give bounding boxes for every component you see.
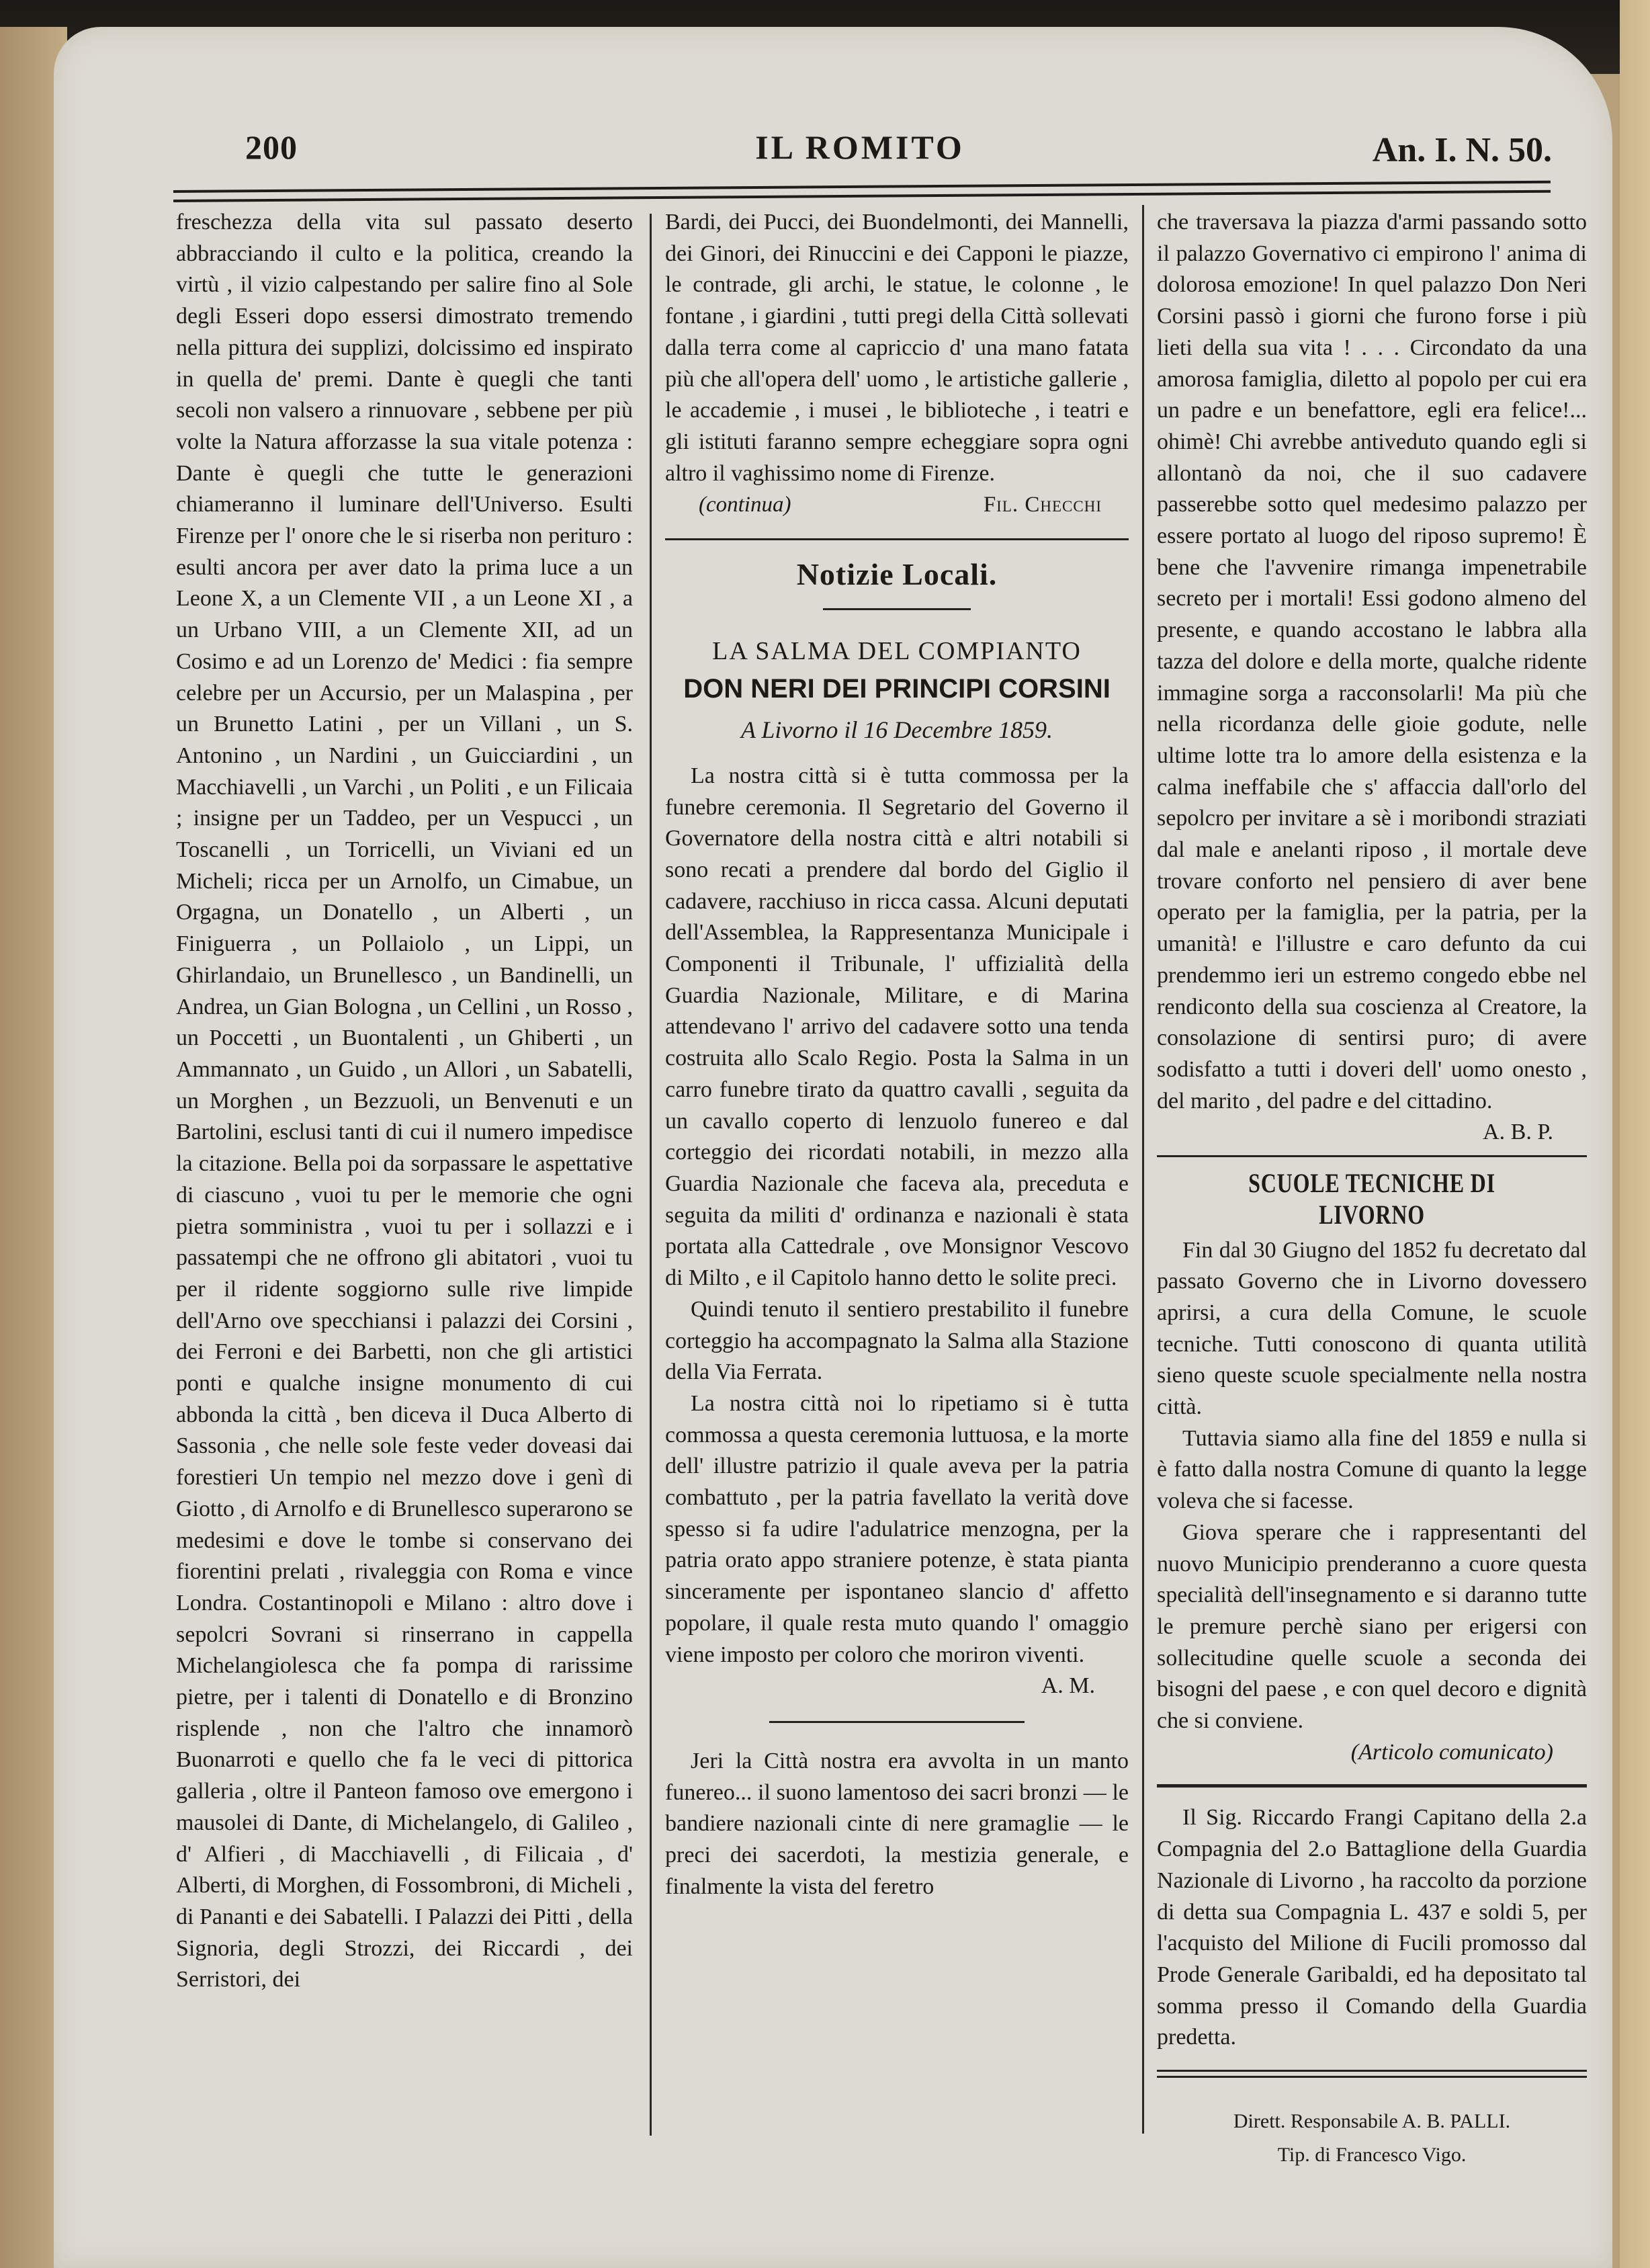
article-divider bbox=[1157, 1155, 1587, 1157]
headline-line-1: LA SALMA DEL COMPIANTO bbox=[712, 636, 1082, 665]
article-continuation-text: freschezza della vita sul passato deserto abbracciando il culto e la politica, creando la virtù , il vizio calpestando per salire fino al Sole degli Esseri dopo essersi dimostrato tremendo nella pittura dei supplizi, dolcissimo ed inspirato in quella de' premi. Dante è quegli che tanti secoli non valsero a rinnuovare , sebbene per più volte la Natura afforzasse la sua vitale potenza : Dante è quegli che tutte le generazioni chiameranno il luminare dell'Universo. Esulti Firenze per l' onore che le si riserba non perituro : esulti ancora per aver dato la prima luce a un Leone X, a un Clemente VII , a un Leone XI , a un Urbano VIII, a un Clemente XII, ad un Cosimo e ad un Lorenzo de' Medici : fia sempre celebre per un Accursio, per un Malaspina , per un Brunetto Latini , per un Villani , un S. Antonino , un Nardini , un Guicciardini , un Macchiavelli , un Varchi , un Politi , e un Filicaia ; insigne per un Taddeo, per un Vespucci , un Toscanelli , un Torricelli, un Viviani ed un Micheli; ricca per un Arnolfo, un Cimabue, un Orgagna, un Donatello , un Alberti , un Finiguerra , un Pollaiolo , un Lippi, un Ghirlandaio, un Brunellesco , un Bandinelli, un Andrea, un Gian Bologna , un Cellini , un Rosso , un Poccetti , un Buontalenti , un Ghiberti , un Ammannato , un Guido , un Allori , un Sabatelli, un Morghen , un Bezzuoli, un Benvenuti e un Bartolini, esclusi tanti di cui il numero impedisce la citazione. Bella poi da sorpassare le aspettative di ciascuno , vuoi tu per le memorie che ogni pietra somministra , vuoi tu per i sollazzi e i passatempi che ne offrono gli abitatori , vuoi tu per il ridente soggiorno sulle rive limpide dell'Arno ove specchiansi i palazzi dei Corsini , dei Ferroni e dei Barbetti, non che gli artistici ponti e qualche insigne monumento di cui abbonda la città , ben diceva il Duca Alberto di Sassonia , che nelle sole feste veder doveasi dai forestieri Un tempio nel mezzo dove i genì di Giotto , di Arnolfo e di Brunellesco superarono se medesimi e dove le tombe si conservano dei fiorentini prelati , rivaleggia con Roma e vince Londra. Costantinopoli e Milano : altro dove i sepolcri Sovrani si rinserrano in cappella Michelangiolesca che fa pompa di rarissime pietre, per i talenti di Donatello e di Bronzino risplende , non che l'altro che innamorò Buonarroti e quello che fa le veci di pittorica galleria , oltre il Panteon famoso ove emergono i mausolei di Dante, di Michelangelo, di Galileo , d' Alfieri , di Macchiavelli , di Filicaia , d' Alberti, di Morghen, di Fossombroni, di Micheli , di Pananti e dei Sabatelli. I Palazzi dei Pitti , della Signoria, degli Strozzi, dei Riccardi , dei Serristori, dei bbox=[176, 210, 633, 1992]
title-underline bbox=[823, 608, 971, 610]
article-paragraph: Giova sperare che i rappresentanti del nuovo Municipio prenderanno a cuore questa specialità dell'insegnamento e si daranno tutte le premure perchè siano per erigersi con sollecitudine quelle scuole a seconda dei bisogni del paese , e con quel decoro e dignità che si conviene. bbox=[1157, 1519, 1587, 1734]
article-paragraph: Fin dal 30 Giugno del 1852 fu decretato dal passato Governo che in Livorno dovessero aprirsi, a cura della Comune, le scuole tecniche. Tutti conoscono di quanta utilità sieno queste scuole specialmente nella nostra città. bbox=[1157, 1237, 1587, 1420]
imprint-double-rule bbox=[1157, 2070, 1587, 2078]
middle-column bbox=[665, 207, 1129, 1902]
newspaper-title: IL ROMITO bbox=[755, 128, 965, 166]
article-paragraph: Jeri la Città nostra era avvolta in un manto funereo... il suono lamentoso dei sacri bronzi — le bandiere nazionali cinte di nere gramaglie — le preci dei sacerdoti, la mestizia generale, e finalmente la vista del feretro bbox=[665, 1748, 1129, 1899]
masthead bbox=[168, 128, 1552, 181]
article-signature: A. B. P. bbox=[1483, 1120, 1553, 1145]
page-number: 200 bbox=[245, 128, 298, 166]
headline-line-2: DON NERI DEI PRINCIPI CORSINI bbox=[683, 674, 1111, 704]
imprint-printer: Tip. di Francesco Vigo. bbox=[1277, 2144, 1467, 2167]
section-title: Notizie Locali. bbox=[796, 557, 998, 592]
issue-number: An. I. N. 50. bbox=[1372, 131, 1552, 169]
left-column bbox=[176, 207, 633, 1996]
right-column bbox=[1157, 207, 1587, 2172]
article-note: (Articolo comunicato) bbox=[1350, 1739, 1553, 1765]
book-edge-right bbox=[1620, 0, 1650, 2268]
article-continuation-text: Bardi, dei Pucci, dei Buondelmonti, dei Mannelli, dei Ginori, dei Rinuccini e dei Capponi le piazze, le contrade, gli archi, le statue, le colonne , le fontane , i giardini , tutti pregi della Città sollevati dalla terra come al capriccio d' una mano fatata più che all'opera dell' uomo , le artistiche gallerie , le accademie , i musei , le biblioteche , i teatri e gli istituti faranno sempre echeggiare sopra ogni altro il vaghissimo nome di Firenze. bbox=[665, 210, 1129, 486]
column-divider bbox=[650, 214, 652, 2136]
article-title: SCUOLE TECNICHE DI LIVORNO bbox=[1248, 1168, 1495, 1230]
column-divider bbox=[1142, 205, 1144, 2134]
article-continuation-text: che traversava la piazza d'armi passando sotto il palazzo Governativo ci empirono l' anima di dolorosa emozione! In quel palazzo Don Neri Corsini passò i giorni che furono forse i più lieti della sua vita ! . . . Circondato da una amorosa famiglia, diletto al popolo per cui era un padre e un benefattore, egli era felice!... ohimè! Chi avrebbe antiveduto quando egli si allontanò da noi, che il suo cadavere passerebbe sotto quel medesimo palazzo per essere portato al luogo del riposo supremo! È bene che l'avvenire rimanga impenetrabile secreto per i mortali! Essi godono almeno del presente, e quando accostano le labbra alla tazza del dolore e della morte, qualche ridente immagine sorga a racconsolarli! Ma più che nella ricordanza delle gioie godute, nelle ultime lotte tra lo amore della esistenza e la calma ineffabile che s' affaccia dall'orlo del sepolcro per invitare a sè i moribondi straziati dal male e anelanti riposo , il mortale deve trovare conforto nel pensiero di aver bene operato per la famiglia, per la patria, per la umanità! e l'illustre e caro defunto da cui prendemmo ieri un estremo congedo ebbe nel rendiconto della sua coscienza al Creatore, la consolazione di sentirsi puro; di avere sodisfatto a tutti i doveri dell' uomo onesto , del marito , del padre e del cittadino. bbox=[1157, 210, 1587, 1114]
continua-note: (continua) bbox=[699, 493, 791, 517]
section-divider bbox=[665, 538, 1129, 540]
article-divider bbox=[1157, 1784, 1587, 1788]
dateline: A Livorno il 16 Decembre 1859. bbox=[741, 716, 1053, 744]
article-paragraph: La nostra città si è tutta commossa per la funebre ceremonia. Il Segretario del Governo il Governatore della nostra città e altri notabili si sono recati a prendere dal bordo del Giglio il cadavere, racchiuso in ricca cassa. Alcuni deputati dell'Assemblea, la Rappresentanza Municipale i Componenti il Tribunale, l' uffizialità della Guardia Nazionale, Militare, e di Marina attendevano l' arrivo del cadavere sotto una tenda costruita allo Scalo Regio. Posta la Salma in un carro funebre tirato da quattro cavalli , seguita da un cavallo coperto di lenzuolo funereo e dal corteggio dei ricordati notabili, in mezzo alla Guardia Nazionale che faceva ala, preceduta e seguita da militi d' ordinanza e nazionali è stata portata alla Cattedrale , ove Monsignor Vescovo di Milto , e il Capitolo hanno detto le solite preci. bbox=[665, 763, 1129, 1291]
article-byline bbox=[665, 489, 1129, 521]
article-signature: A. M. bbox=[1041, 1673, 1095, 1699]
imprint-director: Dirett. Responsabile A. B. PALLI. bbox=[1233, 2110, 1511, 2133]
article-paragraph: Tuttavia siamo alla fine del 1859 e nulla si è fatto dalla nostra Comune di quanto la legge voleva che si facesse. bbox=[1157, 1425, 1587, 1514]
article-paragraph: La nostra città noi lo ripetiamo si è tutta commossa a questa ceremonia luttuosa, e la morte dell' illustre patrizio il quale aveva per la patria combattuto , per la patria favellato la verità dove spesso si fa udire l'adulatrice menzogna, per la patria orato appo straniere potenze, è stata pianta sinceramente per ispontaneo slancio d' affetto popolare, il quale resta muto quando l' omaggio viene imposto per coloro che moriron viventi. bbox=[665, 1390, 1129, 1667]
author-name: Fil. Checchi bbox=[983, 493, 1102, 517]
article-paragraph: Quindi tenuto il sentiero prestabilito il funebre corteggio ha accompagnato la Salma alla Stazione della Via Ferrata. bbox=[665, 1296, 1129, 1385]
article-divider bbox=[769, 1721, 1025, 1723]
notice-paragraph: Il Sig. Riccardo Frangi Capitano della 2.a Compagnia del 2.o Battaglione della Guardia Nazionale di Livorno , ha raccolto da porzione di detta sua Compagnia L. 437 e soldi 5, per l'acquisto del Milione di Fucili promosso dal Prode Generale Garibaldi, ed ha depositato tal somma presso il Comando della Guardia predetta. bbox=[1157, 1805, 1587, 2050]
